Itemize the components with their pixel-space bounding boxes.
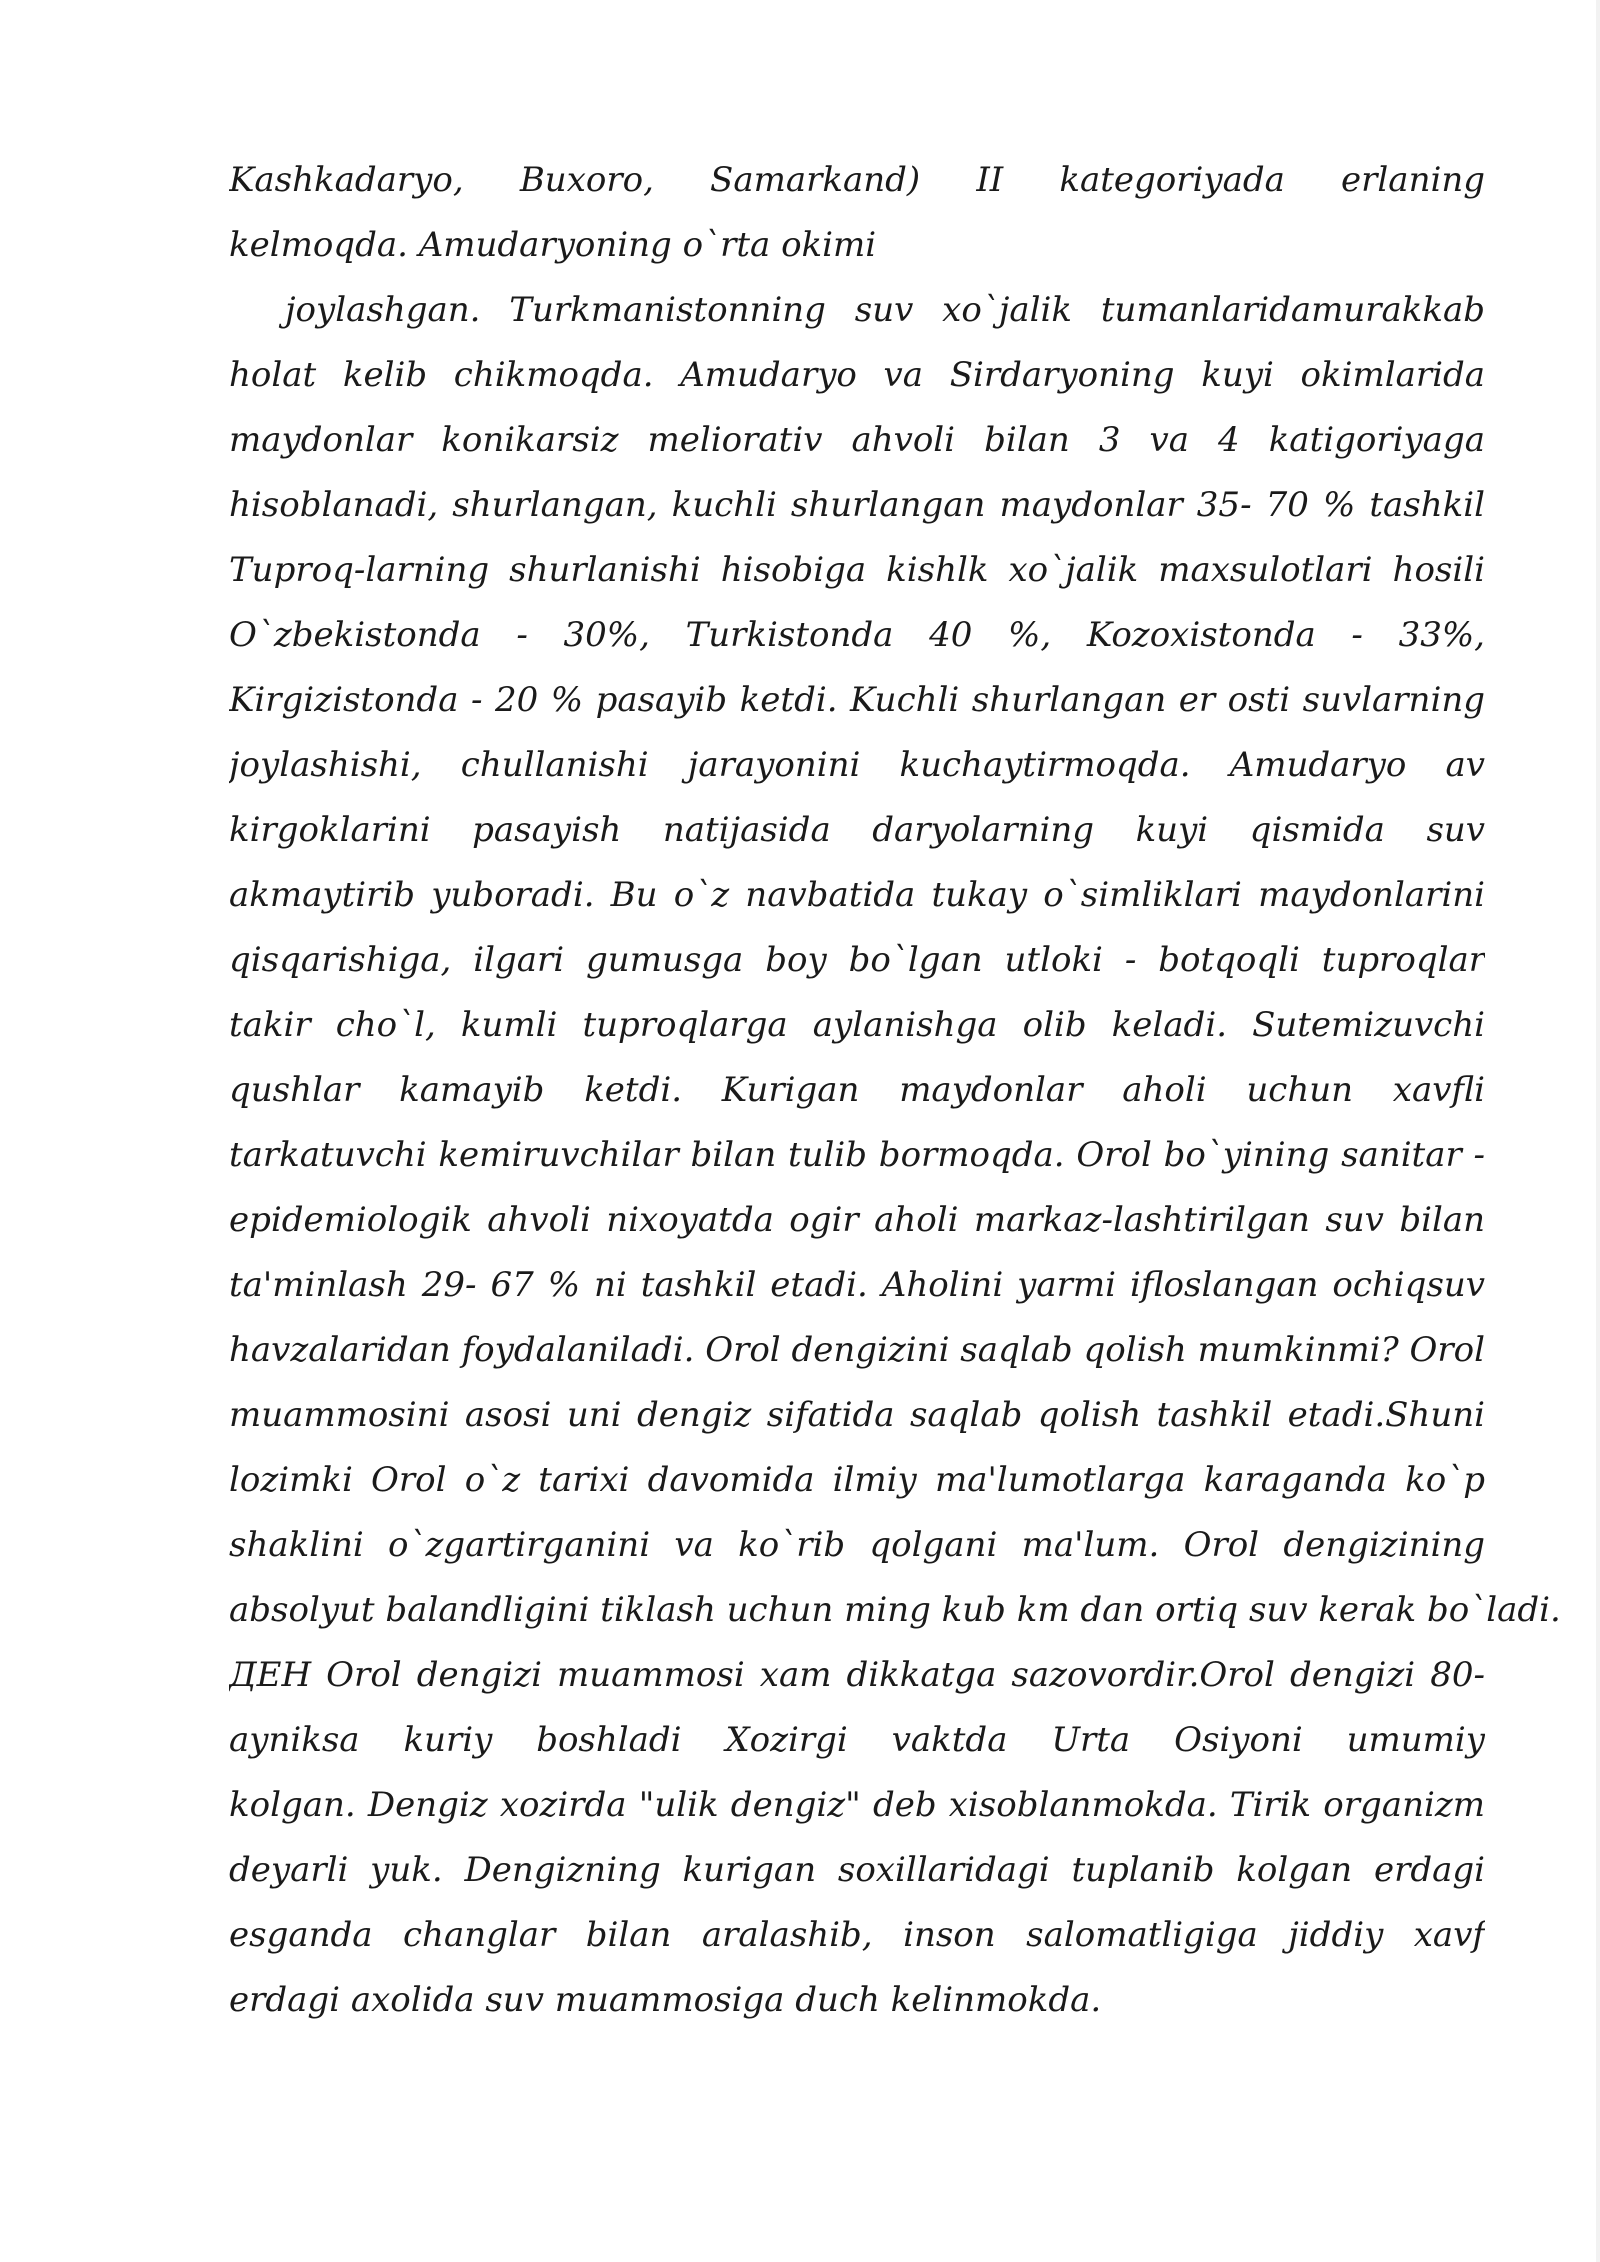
text-line: joylashgan. Turkmanistonning suv xo`jalik tumanlaridamurakkab <box>285 290 1485 330</box>
page-edge-shadow <box>1596 0 1600 2262</box>
text-line: O`zbekistonda - 30%, Turkistonda 40 %, Kozoxistonda - 33%, <box>229 615 1485 655</box>
text-line: havzalaridan foydalaniladi. Orol dengizini saqlab qolish mumkinmi? Orol <box>229 1330 1485 1370</box>
text-line: akmaytirib yuboradi. Bu o`z navbatida tukay o`simliklari maydonlarini <box>229 875 1485 915</box>
text-line: hisoblanadi, shurlangan, kuchli shurlangan maydonlar 35- 70 % tashkil <box>229 485 1485 525</box>
text-line: kirgoklarini pasayish natijasida daryolarning kuyi qismida suv <box>229 810 1485 850</box>
text-line: shaklini o`zgartirganini va ko`rib qolgani ma'lum. Orol dengizining <box>229 1525 1485 1565</box>
text-line: ta'minlash 29- 67 % ni tashkil etadi. Aholini yarmi ifloslangan ochiqsuv <box>229 1265 1485 1305</box>
text-line: Tuproq-larning shurlanishi hisobiga kishlk xo`jalik maxsulotlari hosili <box>229 550 1485 590</box>
text-line: deyarli yuk. Dengizning kurigan soxillaridagi tuplanib kolgan erdagi <box>229 1850 1485 1890</box>
text-line: ayniksa kuriy boshladi Xozirgi vaktda Urta Osiyoni umumiy <box>229 1720 1485 1760</box>
text-line: tarkatuvchi kemiruvchilar bilan tulib bormoqda. Orol bo`yining sanitar - <box>229 1135 1485 1175</box>
body-text <box>229 148 1561 2033</box>
text-line: esganda changlar bilan aralashib, inson salomatligiga jiddiy xavf <box>229 1915 1485 1955</box>
text-line: kolgan. Dengiz xozirda "ulik dengiz" deb xisoblanmokda. Tirik organizm <box>229 1785 1485 1825</box>
text-line: takir cho`l, kumli tuproqlarga aylanishga olib keladi. Sutemizuvchi <box>229 1005 1485 1045</box>
text-line: holat kelib chikmoqda. Amudaryo va Sirdaryoning kuyi okimlarida <box>229 355 1485 395</box>
text-line: Kashkadaryo, Buxoro, Samarkand) II kategoriyada erlaning <box>229 160 1485 200</box>
text-line: kelmoqda. Amudaryoning o`rta okimi <box>229 225 877 265</box>
text-line: joylashishi, chullanishi jarayonini kuchaytirmoqda. Amudaryo av <box>229 745 1485 785</box>
text-line: maydonlar konikarsiz meliorativ ahvoli bilan 3 va 4 katigoriyaga <box>229 420 1485 460</box>
text-line: Kirgizistonda - 20 % pasayib ketdi. Kuchli shurlangan er osti suvlarning <box>229 680 1485 720</box>
text-line: ДЕН Orol dengizi muammosi xam dikkatga sazovordir.Orol dengizi 80- <box>229 1655 1485 1695</box>
text-line: erdagi axolida suv muammosiga duch kelinmokda. <box>229 1980 1102 2020</box>
text-line: qushlar kamayib ketdi. Kurigan maydonlar aholi uchun xavfli <box>229 1070 1485 1110</box>
text-line: absolyut balandligini tiklash uchun ming kub km dan ortiq suv kerak bo`ladi. <box>229 1590 1561 1630</box>
text-line: epidemiologik ahvoli nixoyatda ogir aholi markaz-lashtirilgan suv bilan <box>229 1200 1485 1240</box>
text-line: muammosini asosi uni dengiz sifatida saqlab qolish tashkil etadi.Shuni <box>229 1395 1485 1435</box>
text-line: qisqarishiga, ilgari gumusga boy bo`lgan utloki - botqoqli tuproqlar <box>229 940 1485 980</box>
text-line: lozimki Orol o`z tarixi davomida ilmiy ma'lumotlarga karaganda ko`p <box>229 1460 1485 1500</box>
